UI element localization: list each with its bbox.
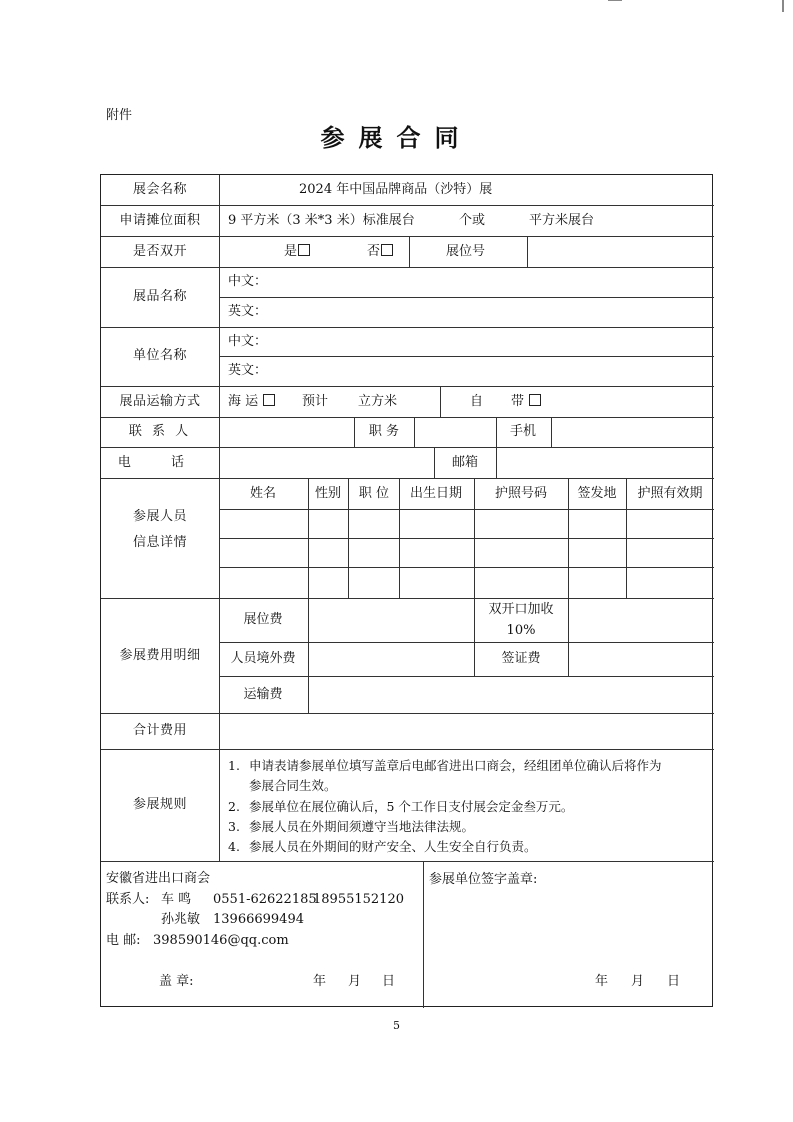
checkbox-icon[interactable] xyxy=(263,394,275,406)
contact1-mobile: 18955152120 xyxy=(313,892,404,907)
contact2-name: 孙兆敏 xyxy=(161,912,201,927)
rule-text: 参展单位在展位确认后，5 个工作日支付展会定金叁万元。 xyxy=(249,799,574,814)
mobile-label: 手机 xyxy=(509,424,537,439)
product-name-cn: 中文： xyxy=(228,274,268,289)
participants-label-1: 参展人员 xyxy=(132,509,188,524)
attachment-label: 附件 xyxy=(106,108,133,123)
company-name-label: 单位名称 xyxy=(132,348,188,363)
product-name-label: 展品名称 xyxy=(132,289,188,304)
scan-mark-top xyxy=(608,0,622,1)
double-open-label: 是否双开 xyxy=(132,244,188,259)
sign-date-year: 年 xyxy=(595,974,609,989)
total-label: 合计费用 xyxy=(132,723,188,738)
transport-cubic: 立方米 xyxy=(358,394,398,409)
exhibition-name-value: 2024 年中国品牌商品（沙特）展 xyxy=(299,182,493,197)
column-header: 职 位 xyxy=(358,486,390,501)
booth-area-unit: 个或 xyxy=(459,213,486,228)
rules-label: 参展规则 xyxy=(132,797,188,812)
contract-form xyxy=(100,174,713,1007)
shipping-fee-label: 运输费 xyxy=(243,687,283,702)
footer-contact-label: 联系人: xyxy=(106,892,150,907)
footer-email: 398590146@qq.com xyxy=(153,933,289,948)
participants-label-2: 信息详情 xyxy=(132,535,188,550)
rule-text: 申请表请参展单位填写盖章后电邮省进出口商会，经组团单位确认后将作为 xyxy=(249,758,662,773)
contact1-name: 车 鸣 xyxy=(161,892,192,907)
booth-fee-label: 展位费 xyxy=(243,612,283,627)
checkbox-icon[interactable] xyxy=(298,244,310,256)
contact2-mobile: 13966699494 xyxy=(213,912,304,927)
company-name-en: 英文： xyxy=(228,363,268,378)
rule-text: 参展人员在外期间的财产安全、人生安全自行负责。 xyxy=(249,839,537,854)
booth-number-field[interactable] xyxy=(531,241,711,263)
transport-label: 展品运输方式 xyxy=(119,394,201,409)
phone-label: 电 话 xyxy=(117,455,203,470)
page-title: 参展合同 xyxy=(320,123,473,152)
date-month: 月 xyxy=(348,974,362,989)
sign-date-day: 日 xyxy=(667,974,681,989)
double-open-no[interactable]: 否 xyxy=(367,244,393,260)
seal-label: 盖 章: xyxy=(159,974,194,989)
column-header: 出生日期 xyxy=(409,486,463,501)
date-year: 年 xyxy=(313,974,327,989)
footer-email-label: 电 邮: xyxy=(106,933,141,948)
position-label: 职 务 xyxy=(368,424,400,439)
exhibition-name-label: 展会名称 xyxy=(132,182,188,197)
transport-carry[interactable]: 带 xyxy=(511,394,541,410)
booth-area-label: 申请摊位面积 xyxy=(119,213,201,228)
transport-self: 自 xyxy=(470,394,484,409)
overseas-fee-label: 人员境外费 xyxy=(230,651,296,666)
booth-area-standard: 9 平方米（3 米*3 米）标准展台 xyxy=(228,213,415,228)
checkbox-icon[interactable] xyxy=(529,394,541,406)
contact1-phone: 0551-62622185 xyxy=(213,892,317,907)
rule-number: 1. xyxy=(228,758,240,773)
page-number: 5 xyxy=(393,1019,400,1032)
rule-text: 参展合同生效。 xyxy=(249,778,337,793)
visa-fee-label: 签证费 xyxy=(501,651,541,666)
email-label: 邮箱 xyxy=(451,455,479,470)
column-header: 姓名 xyxy=(249,486,277,501)
sign-label: 参展单位签字盖章: xyxy=(429,872,538,887)
double-open-fee-label: 双开口加收 xyxy=(488,602,554,617)
column-header: 护照有效期 xyxy=(637,486,703,501)
column-header: 性别 xyxy=(314,486,342,501)
fees-label: 参展费用明细 xyxy=(119,648,201,663)
company-name-cn: 中文： xyxy=(228,334,268,349)
product-name-en: 英文： xyxy=(228,304,268,319)
rule-number: 3. xyxy=(228,819,240,834)
rule-number: 4. xyxy=(228,839,240,854)
column-header: 签发地 xyxy=(577,486,617,501)
contact-label: 联 系 人 xyxy=(128,424,192,439)
sign-date-month: 月 xyxy=(631,974,645,989)
date-day: 日 xyxy=(382,974,396,989)
transport-estimate: 预计 xyxy=(302,394,329,409)
column-header: 护照号码 xyxy=(494,486,548,501)
rule-number: 2. xyxy=(228,799,240,814)
booth-area-raw-space: 平方米展台 xyxy=(529,213,595,228)
double-open-fee-rate: 10% xyxy=(506,623,536,638)
double-open-yes[interactable]: 是 xyxy=(284,244,310,260)
scan-mark-right xyxy=(782,0,784,12)
checkbox-icon[interactable] xyxy=(381,244,393,256)
transport-sea[interactable]: 海 运 xyxy=(228,394,275,410)
rule-text: 参展人员在外期间须遵守当地法律法规。 xyxy=(249,819,475,834)
organizer-name: 安徽省进出口商会 xyxy=(106,871,211,886)
booth-number-label: 展位号 xyxy=(446,244,486,259)
